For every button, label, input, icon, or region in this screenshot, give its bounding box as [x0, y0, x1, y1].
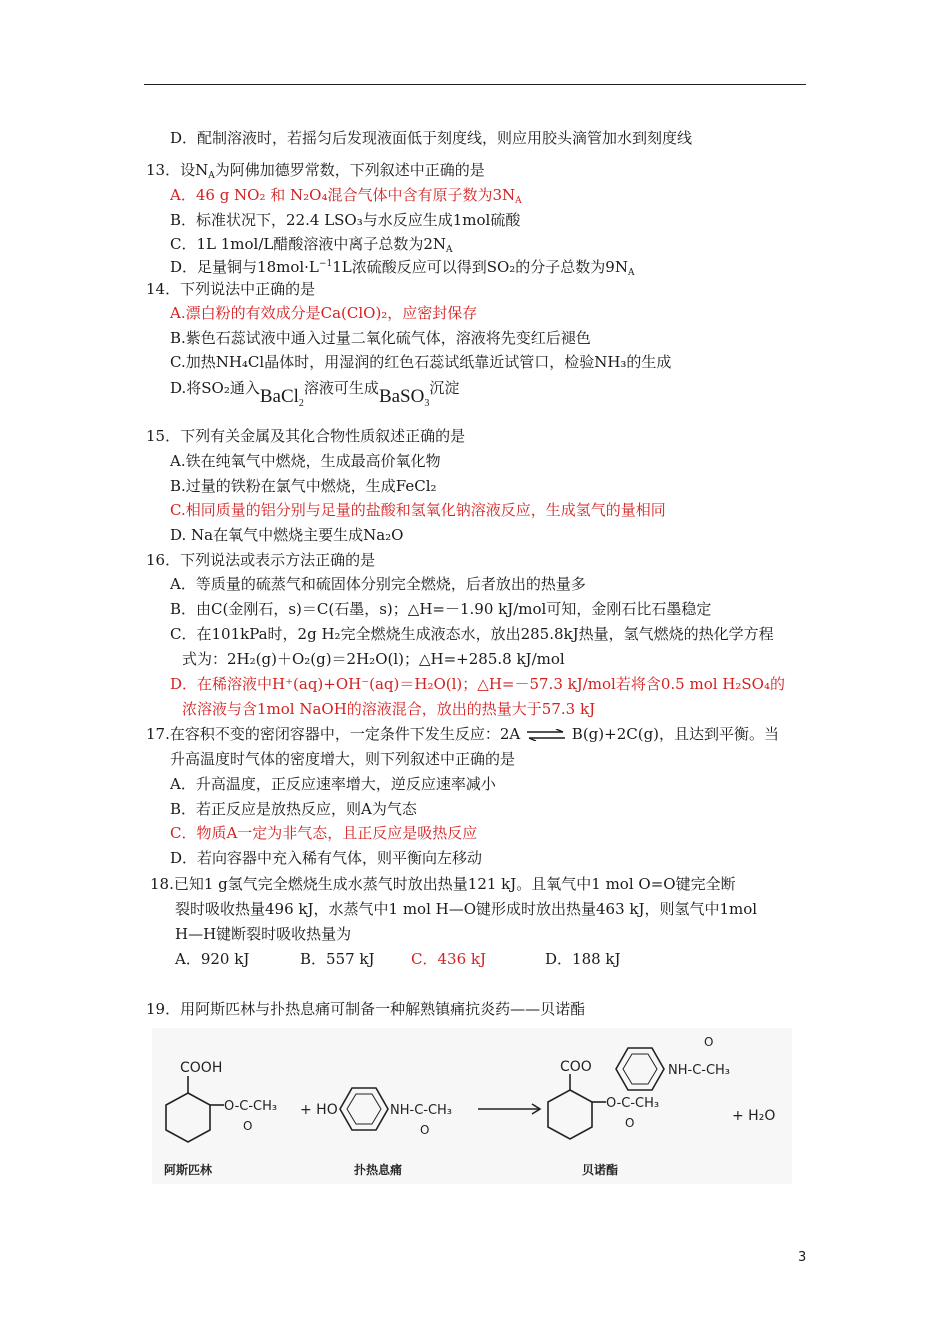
reaction-scheme: [152, 1028, 792, 1184]
page-number: 3: [798, 1250, 807, 1265]
aspirin-cooh: COOH: [180, 1060, 223, 1076]
aspirin-label: 阿斯匹林: [164, 1163, 213, 1177]
paracetamol-carbonyl-o: O: [420, 1123, 430, 1137]
q18-stem-line2: 裂时吸收热量496 kJ，水蒸气中1 mol H—O键形成时放出热量463 kJ，则氢气中1mol: [175, 900, 758, 918]
q16-option-a: A．等质量的硫蒸气和硫固体分别完全燃烧，后者放出的热量多: [170, 575, 586, 593]
benorylate-ester-o: O: [625, 1116, 635, 1130]
q15-option-c: C.相同质量的铝分别与足量的盐酸和氢氧化钠溶液反应，生成氢气的量相同: [170, 501, 666, 519]
q17-option-d: D．若向容器中充入稀有气体，则平衡向左移动: [170, 849, 483, 867]
aspirin-carbonyl-o: O: [243, 1119, 253, 1133]
q14-option-d: D.将SO₂通入BaCl$_2$溶液可生成BaSO$_3$沉淀: [170, 379, 460, 409]
q18-option-d: D．188 kJ: [545, 950, 621, 968]
q14-stem: 14．下列说法中正确的是: [146, 280, 316, 298]
q15-stem: 15．下列有关金属及其化合物性质叙述正确的是: [146, 427, 466, 445]
q13-option-d: D．足量铜与$18mol\cdot L^{-1}1L$浓硫酸反应可以得到SO₂的分子总数为$9N_A$: [170, 258, 635, 278]
q18-option-a: A．920 kJ: [175, 950, 250, 968]
q18-option-b: B．557 kJ: [300, 950, 375, 968]
q18-stem-line1: 18.已知1 g氢气完全燃烧生成水蒸气时放出热量121 kJ。且氧气中1 mol O=O键完全断: [150, 875, 736, 893]
q16-stem: 16．下列说法或表示方法正确的是: [146, 551, 376, 569]
water-product: + H₂O: [732, 1108, 776, 1124]
q18-option-c: C．436 kJ: [411, 950, 486, 968]
q15-option-d: D. Na在氧气中燃烧主要生成Na₂O: [170, 526, 404, 544]
q19-stem: 19．用阿斯匹林与扑热息痛可制备一种解熟镇痛抗炎药——贝诺酯: [146, 1000, 586, 1018]
benorylate-amide: NH-C-CH₃: [668, 1063, 731, 1078]
paracetamol-ho: + HO: [300, 1102, 338, 1118]
q17-stem-line1: 17.在容积不变的密闭容器中，一定条件下发生反应：2A B(g)+2C(g)，且达到平衡。当: [146, 725, 780, 743]
q17-option-c: C．物质A一定为非气态，且正反应是吸热反应: [170, 824, 478, 842]
q16-option-c-line1: C．在101kPa时，2g H₂完全燃烧生成液态水，放出285.8kJ热量，氢气燃烧的热化学方程: [170, 625, 774, 643]
aspirin-ester: O-C-CH₃: [224, 1099, 278, 1114]
q14-option-c: C.加热NH₄Cl晶体时，用湿润的红色石蕊试纸靠近试管口，检验NH₃的生成: [170, 353, 672, 371]
q13-option-b: B．标准状况下，22.4 LSO₃与水反应生成1mol硫酸: [170, 211, 521, 229]
q13-stem: 13．设$N_A$为阿佛加德罗常数，下列叙述中正确的是: [146, 161, 485, 181]
benorylate-amide-o: O: [704, 1035, 714, 1049]
q13-option-a: A．46 g NO₂ 和 N₂O₄混合气体中含有原子数为$3N_A$: [170, 186, 522, 206]
q17-option-a: A．升高温度，正反应速率增大，逆反应速率减小: [170, 775, 496, 793]
benorylate-ester: O-C-CH₃: [606, 1096, 660, 1111]
q17-option-b: B．若正反应是放热反应，则A为气态: [170, 800, 417, 818]
q13-option-c: C．1L 1mol/L醋酸溶液中离子总数为$2N_A$: [170, 235, 453, 255]
benorylate-coo: COO: [560, 1059, 592, 1075]
q17-stem-line2: 升高温度时气体的密度增大，则下列叙述中正确的是: [170, 750, 516, 768]
q16-option-b: B．由C(金刚石，s)＝C(石墨，s)；△H=－1.90 kJ/mol可知，金刚石比石墨稳定: [170, 600, 712, 618]
q16-option-d-line2: 浓溶液与含1mol NaOH的溶液混合，放出的热量大于57.3 kJ: [182, 700, 596, 718]
q14-option-b: B.紫色石蕊试液中通入过量二氧化硫气体，溶液将先变红后褪色: [170, 329, 591, 347]
q16-option-d-line1: D．在稀溶液中H⁺(aq)+OH⁻(aq)＝H₂O(l)；△H=－57.3 kJ/mol若将含0.5 mol H₂SO₄的: [170, 675, 785, 693]
paracetamol-label: 扑热息痛: [354, 1163, 403, 1177]
q14-option-a: A.漂白粉的有效成分是Ca(ClO)₂，应密封保存: [170, 304, 478, 322]
header-rule: [144, 84, 806, 85]
benorylate-label: 贝诺酯: [582, 1163, 619, 1177]
q16-option-c-line2: 式为：2H₂(g)＋O₂(g)＝2H₂O(l)；△H=+285.8 kJ/mol: [182, 650, 565, 668]
q18-stem-line3: H—H键断裂时吸收热量为: [175, 925, 352, 943]
equilibrium-arrows-icon: [525, 729, 567, 741]
q15-option-b: B.过量的铁粉在氯气中燃烧，生成FeCl₂: [170, 477, 437, 495]
q12-option-d: D．配制溶液时，若摇匀后发现液面低于刻度线，则应用胶头滴管加水到刻度线: [170, 129, 693, 147]
paracetamol-amide: NH-C-CH₃: [390, 1103, 453, 1118]
q15-option-a: A.铁在纯氧气中燃烧，生成最高价氧化物: [170, 452, 441, 470]
